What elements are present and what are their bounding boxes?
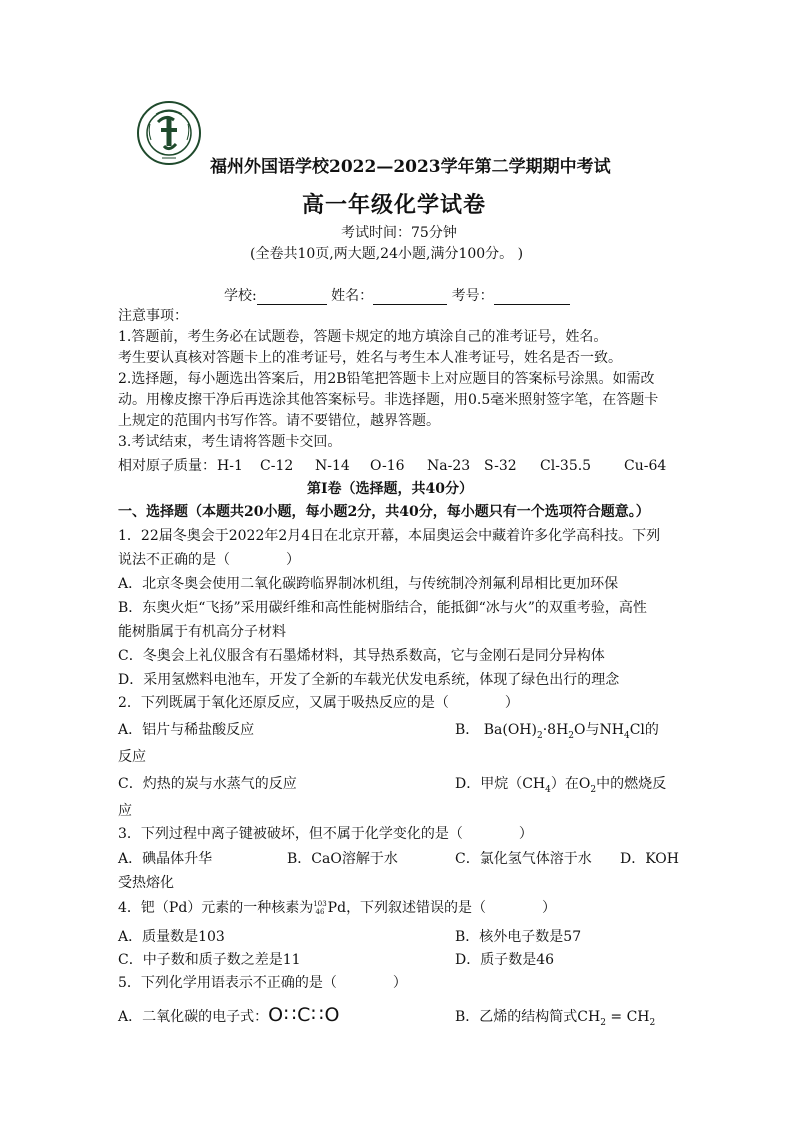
mass-item: N-14 bbox=[315, 458, 350, 474]
question-stem: 1．22届冬奥会于2022年2月4日在北京开幕，本届奥运会中藏着许多化学高科技。下列 bbox=[118, 528, 661, 544]
mass-item: Na-23 bbox=[427, 458, 471, 474]
note-line: 考生要认真核对答题卡上的准考证号，姓名与考生本人准考证号，姓名是否一致。 bbox=[118, 350, 622, 366]
note-line: 3.考试结束，考生请将答题卡交回。 bbox=[118, 434, 342, 450]
option-b-wrap: 反应 bbox=[118, 749, 146, 765]
question-stem: 2．下列既属于氧化还原反应，又属于吸热反应的是（ ） bbox=[118, 695, 519, 711]
school-logo bbox=[136, 100, 202, 166]
option-b: B．CaO溶解于水 bbox=[287, 851, 398, 867]
atomic-masses-label: 相对原子质量： bbox=[118, 458, 216, 474]
option-c: C．灼热的炭与水蒸气的反应 bbox=[118, 776, 297, 792]
option-b: B． $Ba(OH)_2\cdot 8H_2O$与$NH_4Cl$的 bbox=[455, 722, 659, 741]
name-field[interactable] bbox=[373, 290, 447, 305]
mass-item: S-32 bbox=[484, 458, 517, 474]
note-line: 动。用橡皮擦干净后再选涂其他答案标号。非选择题，用0.5毫米照射签字笔，在答题卡 bbox=[118, 392, 659, 408]
number-field[interactable] bbox=[494, 290, 570, 305]
notes-title: 注意事项： bbox=[118, 308, 188, 324]
option-d: D．KOH bbox=[620, 851, 679, 867]
school-label: 学校: bbox=[224, 288, 257, 304]
option-c: C．冬奥会上礼仪服含有石墨烯材料，其导热系数高，它与金刚石是同分异构体 bbox=[118, 648, 605, 664]
note-line: 上规定的范围内书写作答。请不要错位，越界答题。 bbox=[118, 413, 440, 429]
exam-scope: (全卷共10页,两大题,24小题,满分100分。 ) bbox=[250, 246, 524, 262]
option-d: D．质子数是46 bbox=[455, 952, 555, 968]
option-b: B．核外电子数是57 bbox=[455, 929, 582, 945]
option-b: B．乙烯的结构简式$CH_2 = CH_2$ bbox=[455, 1009, 656, 1028]
nuclide-notation: 103 46 bbox=[313, 900, 327, 916]
name-label: 姓名： bbox=[331, 288, 374, 304]
option-a: A．二氧化碳的电子式：O∷C∷O bbox=[118, 1004, 341, 1026]
number-label: 考号： bbox=[451, 288, 494, 304]
option-b: B．东奥火炬“飞扬”采用碳纤维和高性能树脂结合，能抵御“冰与火”的双重考验，高性 bbox=[118, 600, 647, 616]
option-a: A．铝片与稀盐酸反应 bbox=[118, 722, 255, 738]
school-field[interactable] bbox=[257, 290, 327, 305]
option-d: D．甲烷$(CH_4)$在$O_2$中的燃烧反 bbox=[455, 776, 667, 795]
part-heading: 第Ⅰ卷（选择题，共40分） bbox=[307, 481, 474, 497]
form-line bbox=[224, 287, 570, 305]
option-c: C．中子数和质子数之差是11 bbox=[118, 952, 301, 968]
option-d-wrap: 应 bbox=[118, 803, 132, 819]
question-stem: 5．下列化学用语表示不正确的是（ ） bbox=[118, 975, 407, 991]
mass-item: O-16 bbox=[370, 458, 405, 474]
question-stem: 说法不正确的是（ ） bbox=[118, 552, 300, 568]
note-line: 1.答题前，考生务必在试题卷，答题卡规定的地方填涂自己的准考证号，姓名。 bbox=[118, 329, 608, 345]
note-line: 2.选择题，每小题选出答案后，用2B铅笔把答题卡上对应题目的答案标号涂黑。如需改 bbox=[118, 371, 655, 387]
option-d-wrap: 受热熔化 bbox=[118, 875, 174, 891]
option-d: D．采用氢燃料电池车，开发了全新的车载光伏发电系统，体现了绿色出行的理念 bbox=[118, 672, 620, 688]
mass-item: Cu-64 bbox=[624, 458, 667, 474]
option-a: A．质量数是103 bbox=[118, 929, 225, 945]
question-stem: 4．钯（Pd）元素的一种核素为103 46 Pd，下列叙述错误的是（ ） bbox=[118, 900, 557, 916]
exam-title: 福州外国语学校2022—2023学年第二学期期中考试 bbox=[210, 157, 611, 177]
subject-title: 高一年级化学试卷 bbox=[302, 192, 487, 218]
option-a: A．碘晶体升华 bbox=[118, 851, 213, 867]
question-stem: 3．下列过程中离子键被破坏，但不属于化学变化的是（ ） bbox=[118, 826, 533, 842]
option-b-wrap: 能树脂属于有机高分子材料 bbox=[118, 624, 286, 640]
section-heading: 一、选择题（本题共20小题，每小题2分，共40分，每小题只有一个选项符合题意。） bbox=[118, 504, 650, 520]
mass-item: H-1 bbox=[217, 458, 243, 474]
mass-item: Cl-35.5 bbox=[540, 458, 592, 474]
mass-item: C-12 bbox=[260, 458, 294, 474]
electron-formula: O∷C∷O bbox=[268, 1004, 341, 1026]
option-a: A．北京冬奥会使用二氧化碳跨临界制冰机组，与传统制冷剂氟利昂相比更加环保 bbox=[118, 576, 619, 592]
exam-time: 考试时间：75分钟 bbox=[341, 225, 457, 241]
option-c: C．氯化氢气体溶于水 bbox=[455, 851, 592, 867]
